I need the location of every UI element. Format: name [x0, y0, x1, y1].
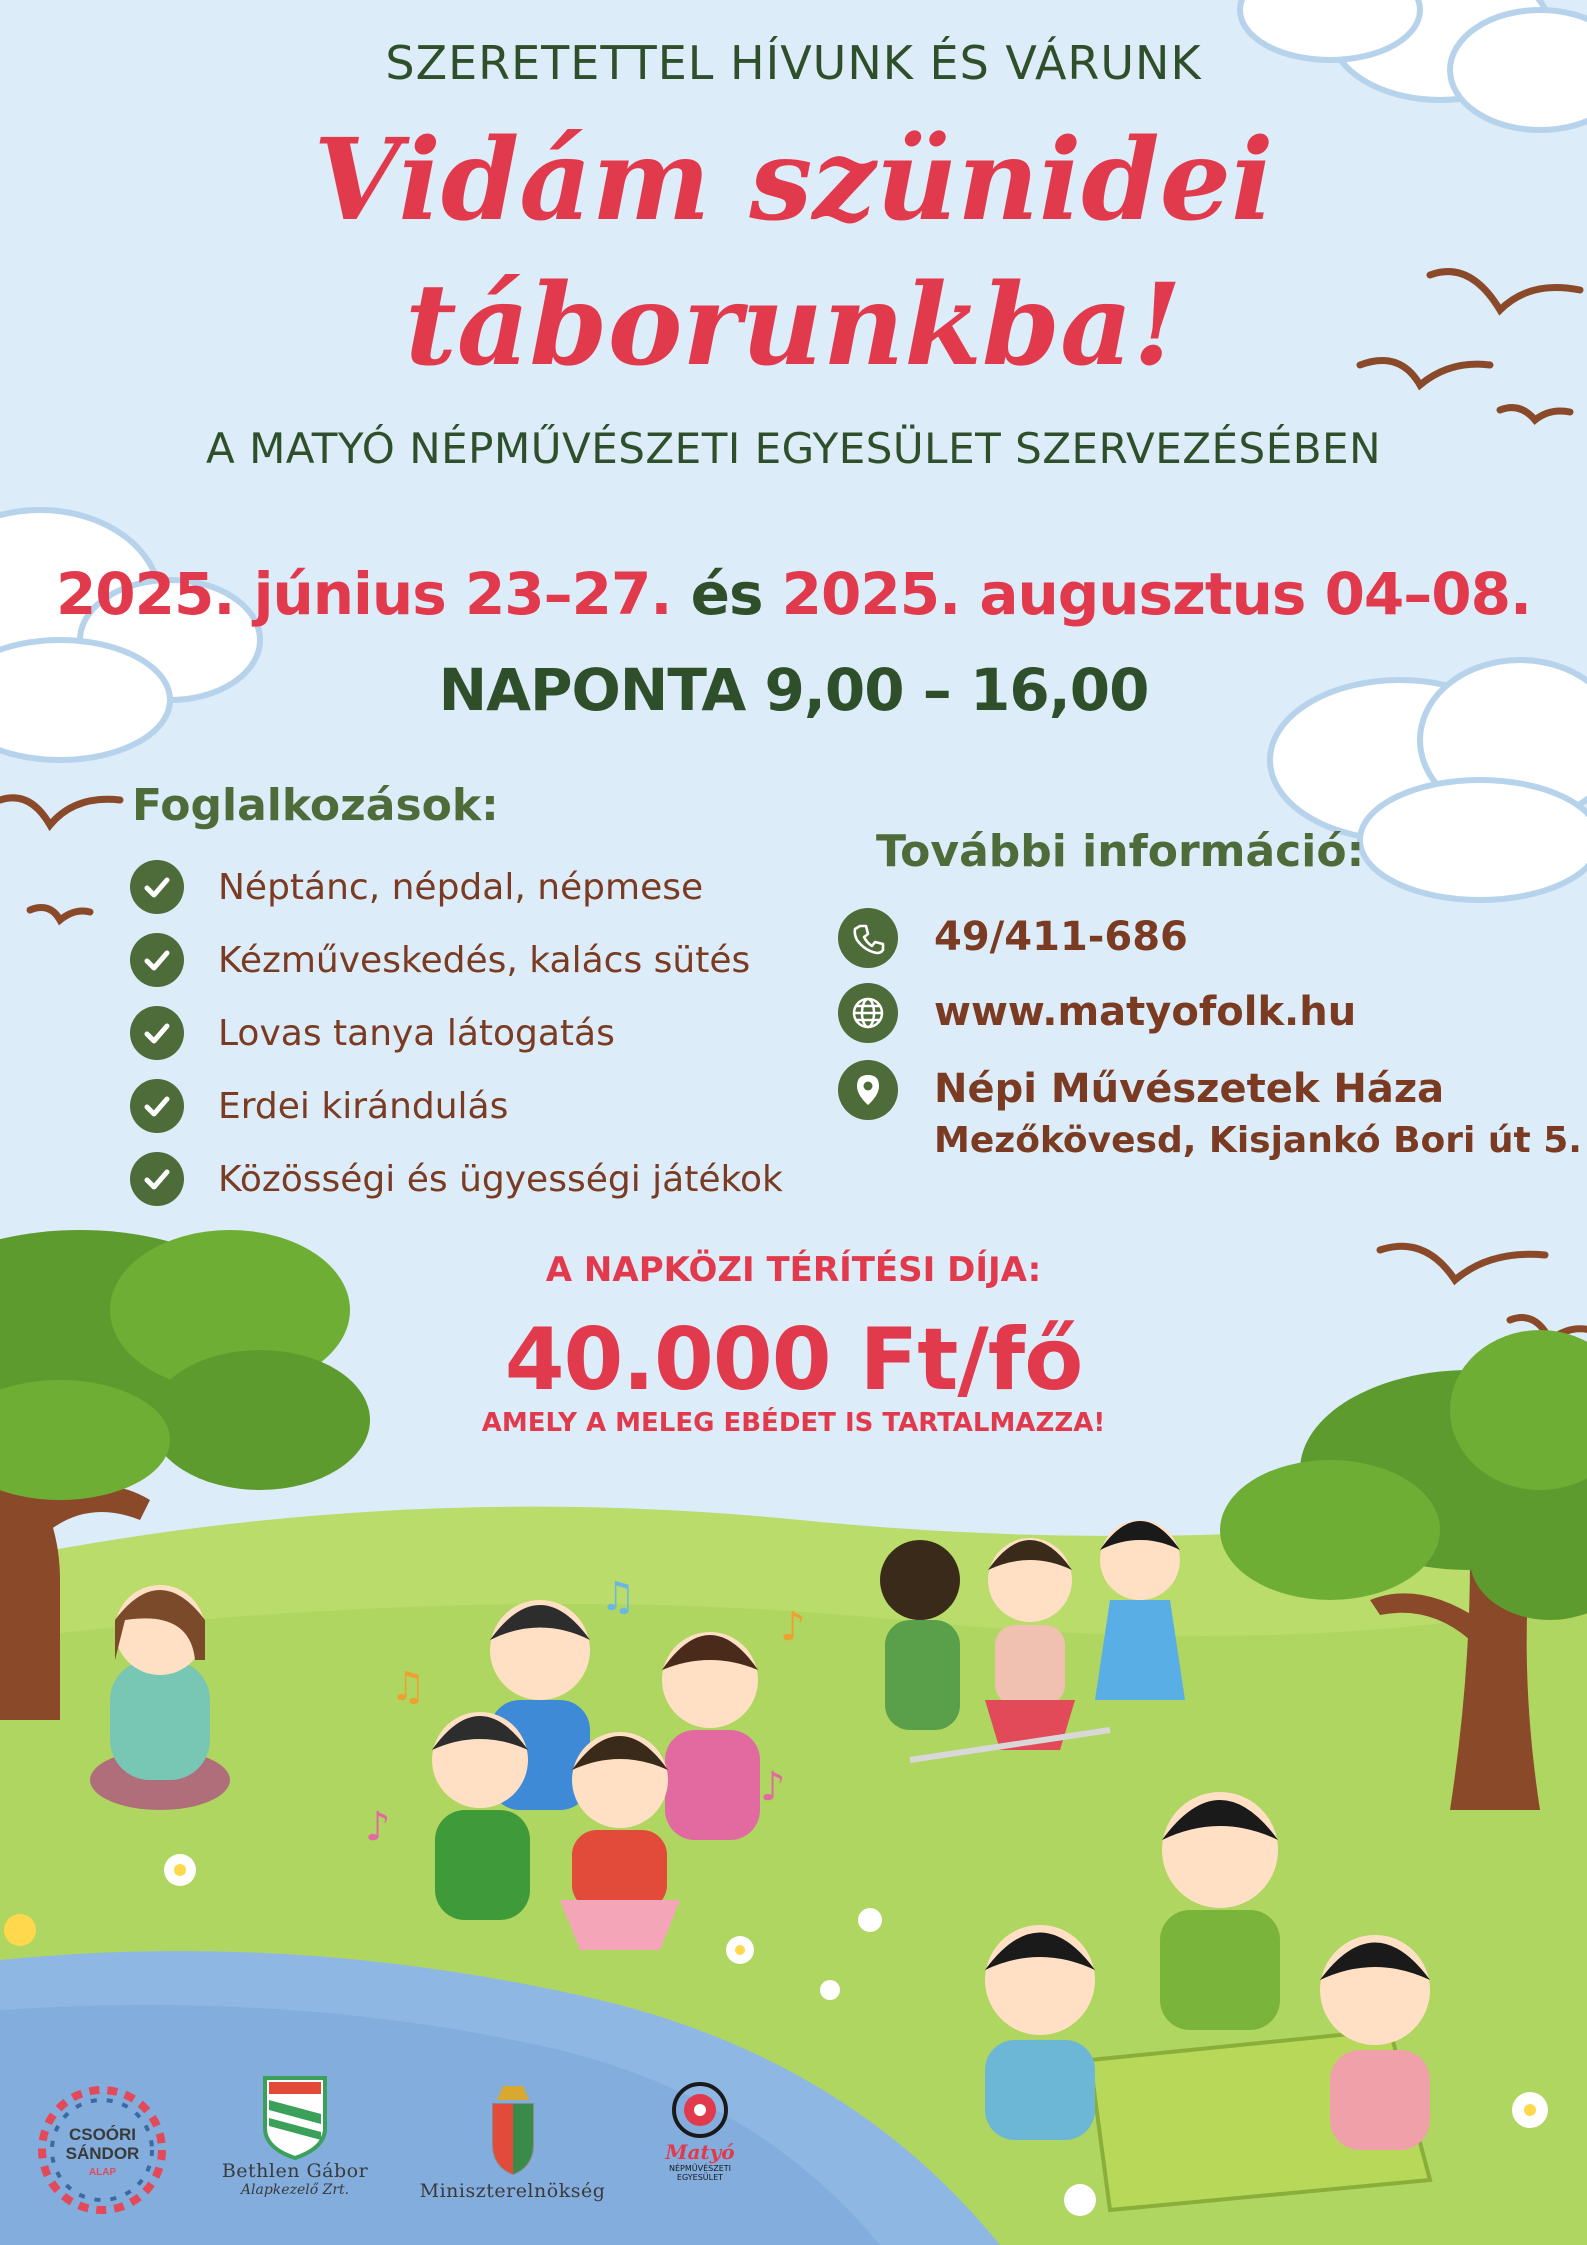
- check-circle-icon: [130, 860, 184, 914]
- invite-line: SZERETETTEL HÍVUNK ÉS VÁRUNK: [385, 36, 1202, 90]
- list-item: [130, 1152, 783, 1206]
- matyo-logo: [650, 2080, 750, 2220]
- info-heading: További információ:: [876, 826, 1365, 877]
- svg-text:♪: ♪: [760, 1764, 786, 1810]
- fee-amount: 40.000 Ft/fő: [504, 1310, 1083, 1410]
- organizer-line: A MATYÓ NÉPMŰVÉSZETI EGYESÜLET SZERVEZÉSÉBEN: [205, 424, 1382, 473]
- address-line-2: Mezőkövesd, Kisjankó Bori út 5.: [934, 1120, 1582, 1161]
- daily-hours: NAPONTA 9,00 – 16,00: [438, 656, 1149, 724]
- website-link[interactable]: www.matyofolk.hu: [934, 989, 1357, 1035]
- activity-label: Erdei kirándulás: [218, 1085, 509, 1127]
- location-pin-icon: [838, 1060, 898, 1120]
- svg-text:♫: ♫: [600, 1574, 636, 1620]
- address-row: [838, 1060, 1582, 1166]
- date-august: 2025. augusztus 04–08.: [781, 560, 1532, 628]
- bethlen-line-2: Alapkezelő Zrt.: [240, 2182, 350, 2198]
- title-line-2: táborunkba!: [405, 260, 1182, 391]
- address: [934, 1064, 1582, 1166]
- activities-heading: Foglalkozások:: [132, 780, 499, 831]
- title-line-1: Vidám szünidei: [313, 115, 1274, 246]
- list-item: [130, 1079, 508, 1133]
- activity-label: Néptánc, népdal, népmese: [218, 866, 704, 908]
- date-connector: és: [690, 560, 763, 628]
- globe-icon: [838, 983, 898, 1043]
- phone-number: 49/411-686: [934, 914, 1188, 960]
- check-circle-icon: [130, 933, 184, 987]
- bethlen-gabor-logo: [215, 2070, 375, 2210]
- activity-label: Közösségi és ügyességi játékok: [218, 1158, 783, 1200]
- csoori-line-1: CSOÓRI: [68, 2125, 137, 2144]
- ministry-logo: [400, 2080, 625, 2220]
- fee-label: A NAPKÖZI TÉRÍTÉSI DÍJA:: [545, 1250, 1042, 1290]
- list-item: [130, 933, 750, 987]
- check-circle-icon: [130, 1079, 184, 1133]
- phone-row: [838, 908, 1188, 968]
- address-line-1: Népi Művészetek Háza: [934, 1066, 1445, 1112]
- matyo-line-1: Matyó: [665, 2140, 735, 2164]
- ministry-name: Miniszterelnökség: [419, 2180, 606, 2202]
- activity-label: Lovas tanya látogatás: [218, 1012, 615, 1054]
- svg-text:♫: ♫: [390, 1664, 426, 1710]
- csoori-line-3: ALAP: [88, 2167, 117, 2178]
- svg-text:♪: ♪: [365, 1804, 391, 1850]
- check-circle-icon: [130, 1152, 184, 1206]
- bethlen-line-1: Bethlen Gábor: [221, 2160, 369, 2182]
- website-row: [838, 983, 1356, 1043]
- csoori-line-2: SÁNDOR: [65, 2144, 140, 2163]
- fee-note: AMELY A MELEG EBÉDET IS TARTALMAZZA!: [481, 1408, 1106, 1438]
- dates-line: [0, 560, 1587, 628]
- phone-icon: [838, 908, 898, 968]
- svg-text:♪: ♪: [780, 1604, 806, 1650]
- matyo-line-3: EGYESÜLET: [676, 2173, 724, 2182]
- list-item: [130, 1006, 615, 1060]
- matyo-line-2: NÉPMŰVÉSZETI: [668, 2164, 731, 2173]
- list-item: [130, 860, 703, 914]
- activity-label: Kézműveskedés, kalács sütés: [218, 939, 751, 981]
- check-circle-icon: [130, 1006, 184, 1060]
- csoori-sandor-logo: [30, 2080, 175, 2220]
- date-june: 2025. június 23–27.: [55, 560, 672, 628]
